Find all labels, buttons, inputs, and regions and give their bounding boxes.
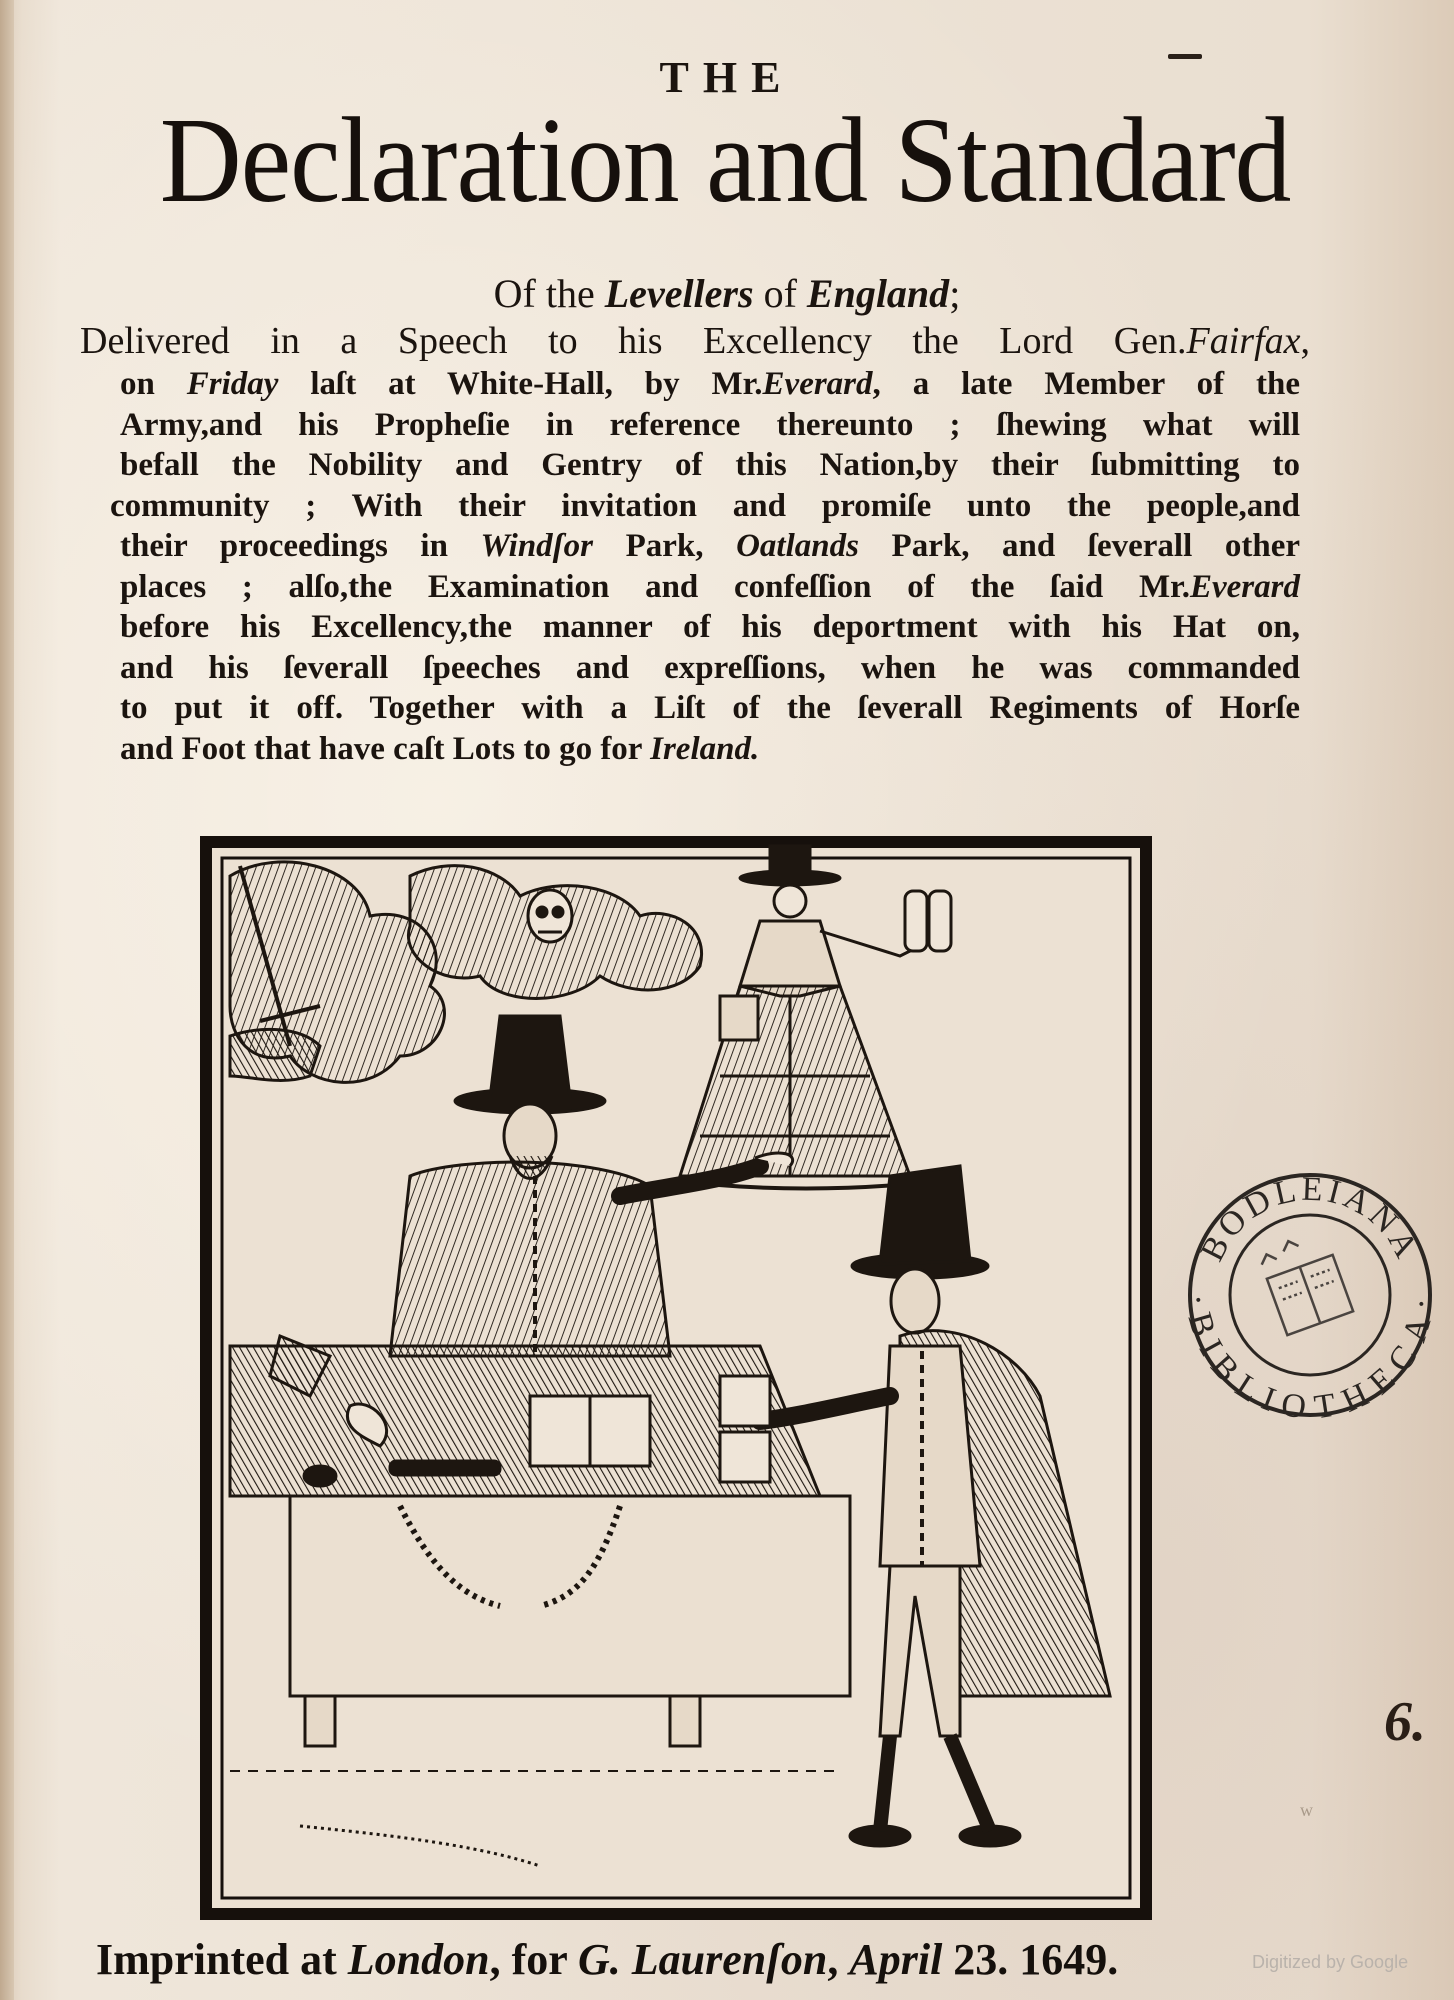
subtitle-england: England <box>806 271 950 316</box>
digitized-by-google-watermark: Digitized by Google <box>1252 1952 1409 1972</box>
faint-mark: w <box>1300 1800 1313 1820</box>
subtitle <box>0 270 1454 317</box>
text-run: to put it off. Together with a Liſt of the ſeverall Regiments of Horſe <box>120 690 1300 726</box>
title-article: THE <box>659 53 795 102</box>
subtitle-suffix: ; <box>949 271 961 316</box>
text-run: Army,and his Propheſie in reference thereunto ; ſhewing what will <box>120 406 1300 443</box>
text-run: on <box>120 366 187 402</box>
italic-name: Ireland. <box>650 730 760 767</box>
imprint-printer: G. Laurenſon <box>578 1935 828 1984</box>
description-line <box>80 318 1310 364</box>
handwritten-page-number: 6. <box>1384 1691 1426 1753</box>
text-run: and Foot that have caſt Lots to go for <box>120 730 651 767</box>
italic-name: Everard <box>1190 568 1300 605</box>
description-line <box>80 445 1300 486</box>
italic-name: Everard <box>762 366 873 402</box>
description-line <box>80 648 1300 689</box>
italic-name: Oatlands <box>736 528 859 564</box>
text-run: places ; alſo,the Examination and confeſſion of the ſaid Mr. <box>120 568 1190 605</box>
imprint-comma: , <box>827 1935 850 1984</box>
description-line <box>80 486 1300 527</box>
text-run: laſt at White-Hall, by Mr. <box>278 366 763 402</box>
stamp-bottom-text: ·BIBLIOTHECA· <box>1178 1293 1442 1420</box>
subtitle-prefix: Of the <box>493 271 605 316</box>
description-line <box>80 567 1300 608</box>
subtitle-of: of <box>753 271 807 316</box>
page-title: Declaration and Standard <box>159 93 1291 228</box>
imprint-line <box>96 1934 1118 1985</box>
description-line <box>80 688 1300 729</box>
subtitle-levellers: Levellers <box>604 271 754 316</box>
title-description <box>80 318 1310 769</box>
italic-name: Fairfax <box>1186 320 1301 362</box>
text-run: their proceedings in <box>120 528 481 564</box>
text-run: Park, <box>593 528 737 564</box>
stamp-top-text: BODLEIANA <box>1193 1170 1427 1268</box>
text-run: , <box>1300 320 1310 362</box>
text-run: before his Excellency,the manner of his deportment with his Hat on, <box>120 609 1300 645</box>
description-line <box>80 729 1300 770</box>
text-run: Delivered in a Speech to his Excellency the Lord Gen. <box>80 320 1187 362</box>
svg-text:·BIBLIOTHECA· <box>1179 1293 1441 1420</box>
imprint-date: 23. 1649. <box>942 1935 1119 1984</box>
description-line <box>80 364 1300 405</box>
text-run: and his ſeverall ſpeeches and expreſſions, when he was commanded <box>120 649 1300 686</box>
stamp-book-icon <box>1257 1229 1353 1336</box>
italic-name: Friday <box>186 366 279 402</box>
text-run: , a late Member of the <box>872 366 1300 402</box>
imprint-prefix: Imprinted at <box>96 1935 348 1984</box>
woodcut-illustration <box>200 836 1152 1920</box>
imprint-for: , for <box>489 1935 578 1984</box>
bodleian-library-stamp <box>1175 1160 1454 1420</box>
text-run: community ; With their invitation and promiſe unto the people,and <box>110 487 1300 524</box>
imprint-place: London <box>347 1935 490 1984</box>
text-run: Park, and ſeverall other <box>858 528 1300 564</box>
description-line <box>80 526 1300 567</box>
text-run: befall the Nobility and Gentry of this Nation,by their ſubmitting to <box>120 447 1300 483</box>
svg-text:BODLEIANA <box>1194 1171 1427 1267</box>
description-line <box>80 607 1300 648</box>
description-line <box>80 405 1300 446</box>
imprint-month: April <box>849 1935 943 1984</box>
italic-name: Windſor <box>480 528 594 564</box>
